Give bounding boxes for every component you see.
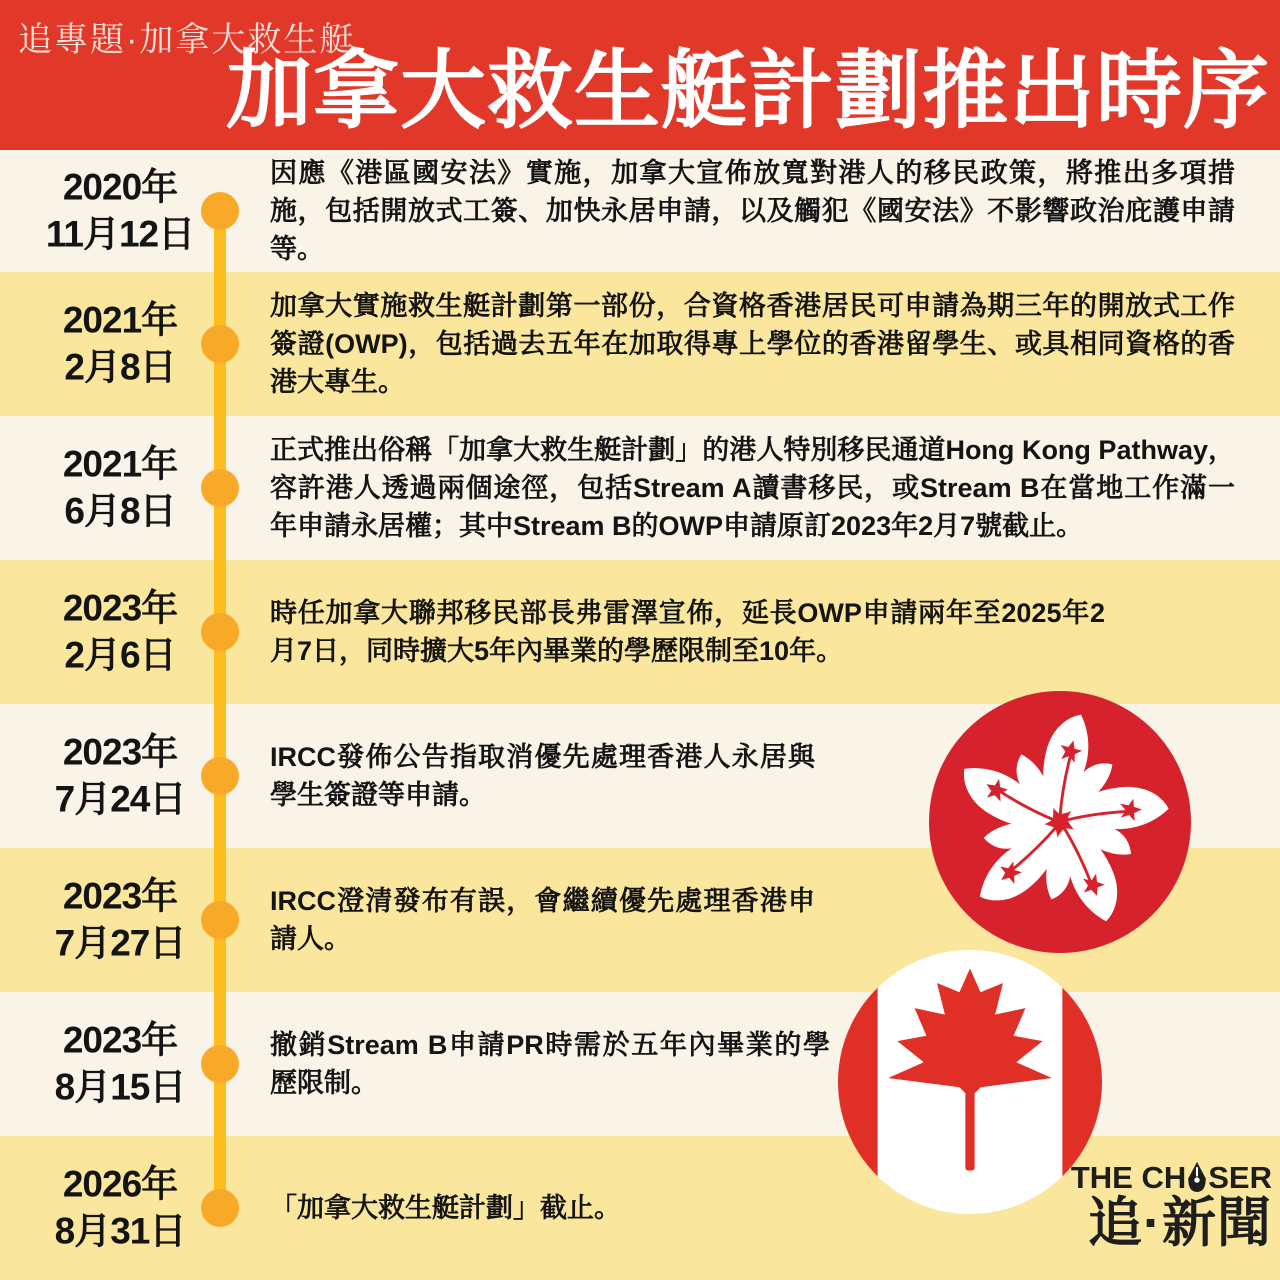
timeline-dot-icon — [201, 613, 239, 651]
timeline-event — [0, 272, 1280, 416]
chaser-logo — [1071, 1162, 1272, 1252]
timeline-event — [0, 150, 1280, 272]
hong-kong-flag-icon — [929, 691, 1191, 953]
event-description: IRCC發佈公告指取消優先處理香港人永居與學生簽證等申請。 — [270, 742, 815, 810]
event-day: 7月27日 — [54, 923, 186, 964]
event-day: 6月8日 — [64, 491, 176, 532]
header — [0, 0, 1280, 150]
event-year: 2026年 — [62, 1163, 178, 1205]
event-date — [20, 873, 220, 968]
event-day: 2月8日 — [64, 347, 176, 388]
event-day: 2月6日 — [64, 635, 176, 676]
chaser-logo-en — [1071, 1162, 1272, 1193]
page-title: 加拿大救生艇計劃推出時序 — [226, 43, 1270, 139]
timeline-event — [0, 560, 1280, 704]
event-date — [20, 164, 220, 259]
timeline-dot-icon — [201, 901, 239, 939]
timeline-dot-icon — [201, 325, 239, 363]
event-description: 時任加拿大聯邦移民部長弗雷澤宣佈，延長OWP申請兩年至2025年2月7日，同時擴大5年內畢業的學歷限制至10年。 — [270, 598, 1105, 666]
timeline-dot-icon — [201, 469, 239, 507]
event-year: 2023年 — [62, 875, 178, 917]
event-day: 11月12日 — [45, 214, 195, 255]
event-description: IRCC澄清發布有誤，會繼續優先處理香港申請人。 — [270, 886, 815, 954]
event-day: 7月24日 — [54, 779, 186, 820]
event-description: 正式推出俗稱「加拿大救生艇計劃」的港人特別移民通道Hong Kong Pathway，容許港人透過兩個途徑，包括Stream A讀書移民，或Stream B在當地工作滿一年申請永居權；其中Stream B的OWP申請原訂2023年2月7號截止。 — [270, 435, 1235, 541]
event-date — [20, 729, 220, 824]
logo-text-left: THE CH — [1070, 1160, 1187, 1195]
event-description: 因應《港區國安法》實施，加拿大宣佈放寬對港人的移民政策，將推出多項措施，包括開放式工簽、加快永居申請，以及觸犯《國安法》不影響政治庇護申請等。 — [270, 158, 1235, 264]
timeline-event — [0, 416, 1280, 560]
event-date — [20, 585, 220, 680]
event-year: 2023年 — [62, 1019, 178, 1061]
pen-nib-icon — [1185, 1162, 1209, 1193]
event-date — [20, 1161, 220, 1256]
timeline-dot-icon — [201, 1045, 239, 1083]
canada-flag-icon — [838, 950, 1102, 1214]
timeline-dot-icon — [201, 192, 239, 230]
event-date — [20, 1017, 220, 1112]
logo-text-right: SER — [1208, 1160, 1272, 1195]
timeline-dot-icon — [201, 757, 239, 795]
event-description: 「加拿大救生艇計劃」截止。 — [270, 1193, 621, 1223]
chaser-logo-zh: 追·新聞 — [1088, 1193, 1272, 1253]
event-day: 8月15日 — [54, 1067, 186, 1108]
event-year: 2023年 — [62, 731, 178, 773]
event-description: 撤銷Stream B申請PR時需於五年內畢業的學歷限制。 — [270, 1030, 830, 1098]
event-year: 2023年 — [62, 587, 178, 629]
event-year: 2021年 — [62, 299, 178, 341]
kicker: 追專題·加拿大救生艇 — [18, 21, 356, 59]
event-year: 2020年 — [62, 166, 178, 208]
timeline-dot-icon — [201, 1189, 239, 1227]
event-date — [20, 441, 220, 536]
event-date — [20, 297, 220, 392]
event-description: 加拿大實施救生艇計劃第一部份，合資格香港居民可申請為期三年的開放式工作簽證(OWP)，包括過去五年在加取得專上學位的香港留學生、或具相同資格的香港大專生。 — [270, 291, 1235, 397]
event-year: 2021年 — [62, 443, 178, 485]
event-day: 8月31日 — [54, 1211, 186, 1252]
